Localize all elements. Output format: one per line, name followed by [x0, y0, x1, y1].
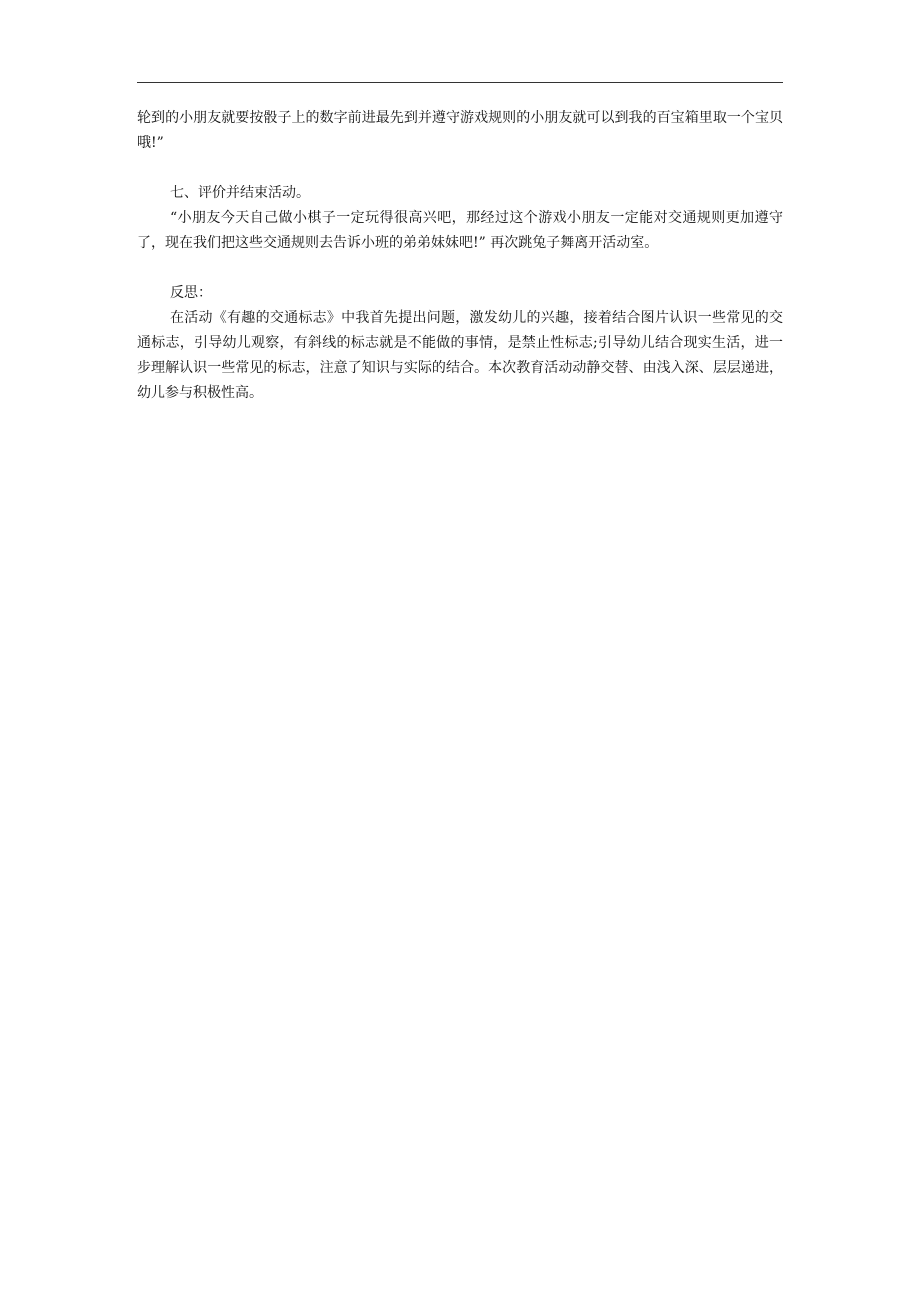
- paragraph-gap: [137, 156, 783, 181]
- section-heading-evaluation: 七、评价并结束活动。: [170, 185, 310, 201]
- document-body: [137, 106, 783, 406]
- paragraph-gap: [137, 256, 783, 281]
- reflection-body: 在活动《有趣的交通标志》中我首先提出问题，激发幼儿的兴趣，接着结合图片认识一些常见的交通标志，引导幼儿观察，有斜线的标志就是不能做的事情，是禁止性标志;引导幼儿结合现实生活，进一步理解认识一些常见的标志，注意了知识与实际的结合。本次教育活动动静交替、由浅入深、层层递进，幼儿参与积极性高。: [137, 310, 783, 401]
- header-rule: [137, 82, 783, 83]
- reflection-heading: 反思：: [170, 285, 212, 301]
- section-body-evaluation: “小朋友今天自己做小棋子一定玩得很高兴吧，那经过这个游戏小朋友一定能对交通规则更加遵守了，现在我们把这些交通规则去告诉小班的弟弟妹妹吧!” 再次跳兔子舞离开活动室。: [137, 210, 783, 251]
- paragraph-continuation: 轮到的小朋友就要按骰子上的数字前进最先到并遵守游戏规则的小朋友就可以到我的百宝箱里取一个宝贝哦!”: [137, 110, 783, 151]
